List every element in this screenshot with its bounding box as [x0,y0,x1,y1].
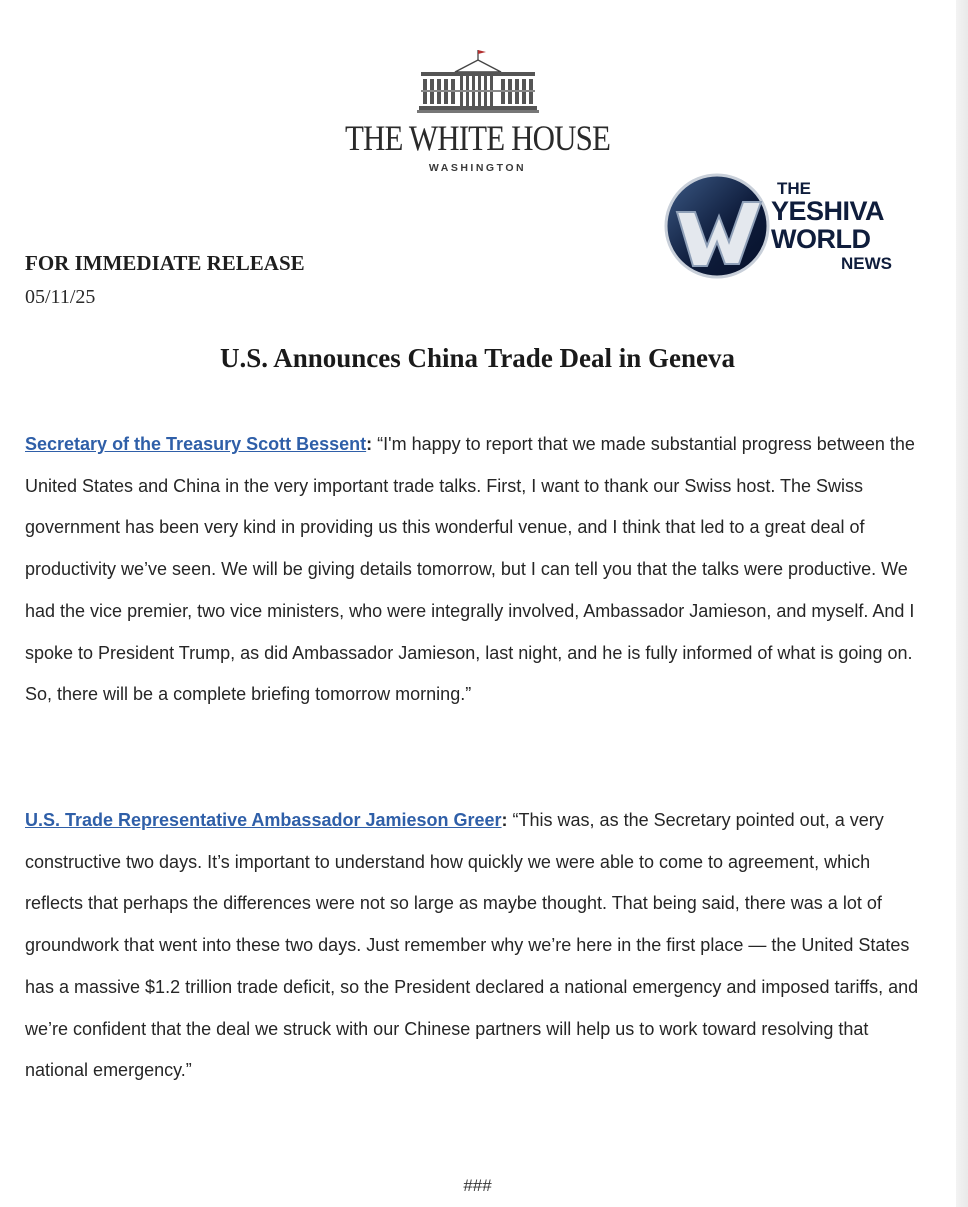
yeshiva-world-news-watermark [663,172,913,282]
release-date: 05/11/25 [25,286,96,308]
watermark-line-the: THE [777,179,811,198]
page-edge-shadow [956,0,968,1207]
org-subtitle: WASHINGTON [428,162,527,174]
statement-paragraph [25,424,930,716]
colon: : [501,810,508,830]
white-house-building-icon [415,48,541,114]
release-block [25,251,305,309]
page-title: U.S. Announces China Trade Deal in Geneva [219,343,736,373]
watermark-line-news: NEWS [841,254,892,273]
statement-text: “This was, as the Secretary pointed out, a very constructive two days. It’s important to understand how quickly we were able to come to agreement, which reflects that perhaps the differences were not so large as maybe thought. That being said, there was a lot of groundwork that went into these two days. Just remember why we’re here in the first place — the United States has a massive $1.2 trillion trade deficit, so the President declared a national emergency and imposed tariffs, and we’re confident that the deal we struck with our Chinese partners will help us to work toward resolving that national emergency.” [25,810,919,1081]
speaker-link-greer[interactable]: U.S. Trade Representative Ambassador Jamieson Greer [25,810,502,830]
watermark-line-yeshiva: YESHIVA [771,196,885,226]
watermark-line-world: WORLD [771,224,871,254]
end-of-release-mark: ### [463,1176,492,1195]
speaker-link-bessent[interactable]: Secretary of the Treasury Scott Bessent [25,434,367,454]
white-house-logo [0,48,955,174]
colon: : [366,434,373,454]
statement-paragraph [25,800,930,1092]
yeshiva-world-logo-icon [663,172,771,280]
statement-text: “I'm happy to report that we made substantial progress between the United States and China in the very important trade talks. First, I want to thank our Swiss host. The Swiss government has been very kind in providing us this wonderful venue, and I think that led to a great deal of productivity we’ve seen. We will be giving details tomorrow, but I can tell you that the talks were productive. We had the vice premier, two vice ministers, who were integrally involved, Ambassador Jamieson, and myself. And I spoke to President Trump, as did Ambassador Jamieson, last night, and he is fully informed of what is going on. So, there will be a complete briefing tomorrow morning.” [25,434,915,705]
release-label: FOR IMMEDIATE RELEASE [25,251,305,275]
org-title: THE WHITE HOUSE [344,118,611,158]
